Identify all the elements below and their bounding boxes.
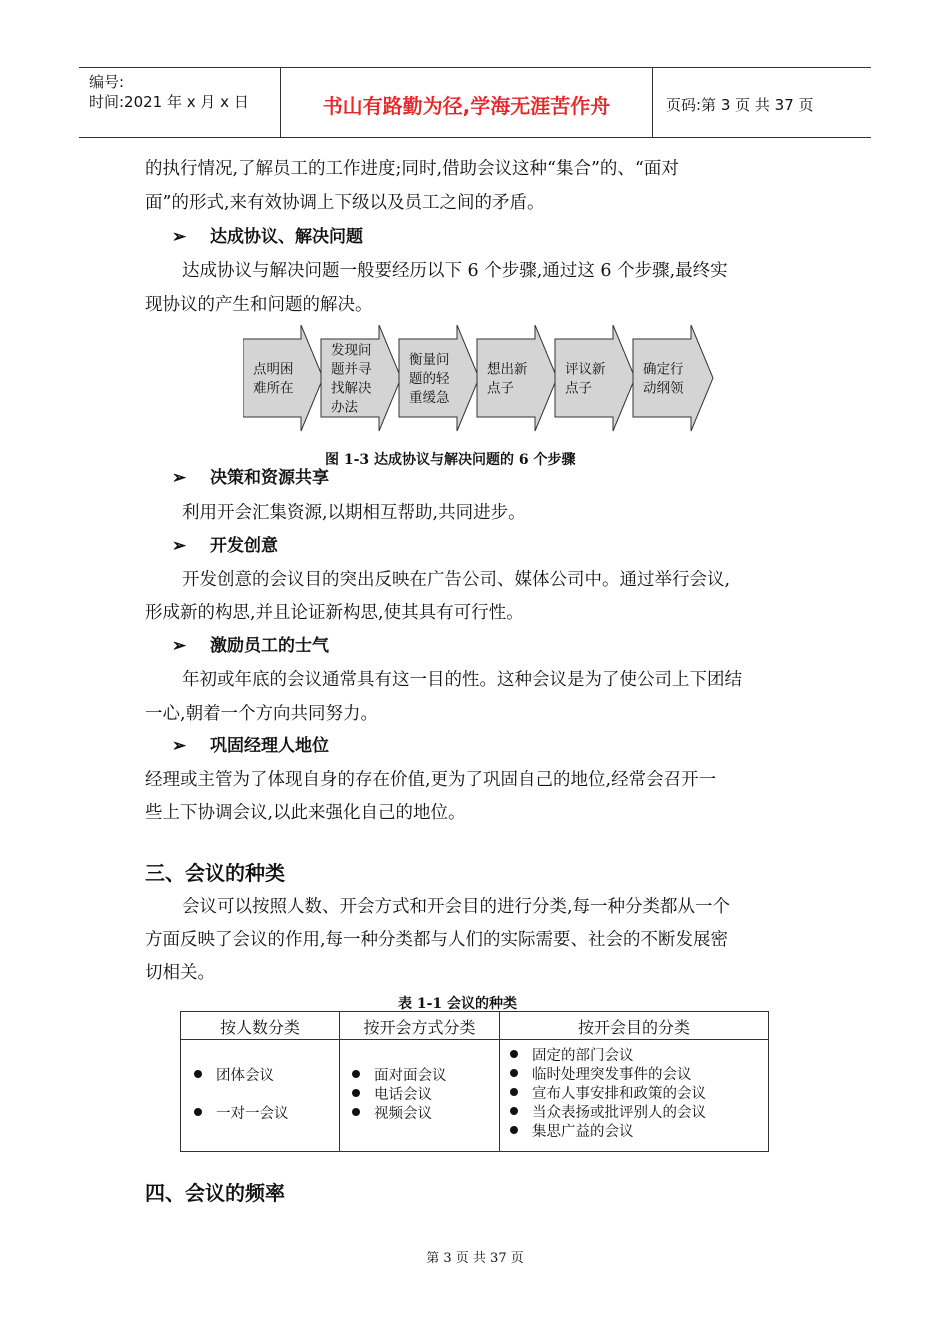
bullet-title: 决策和资源共享 xyxy=(210,468,329,488)
page-footer: 第 3 页 共 37 页 xyxy=(426,1251,524,1266)
flow-step-label: 动纲领 xyxy=(643,380,684,397)
flow-step-label: 重缓急 xyxy=(409,390,450,406)
header-date-label: 时间:2021 年 x 月 x 日 xyxy=(89,93,249,111)
flow-step-5 xyxy=(555,325,635,431)
flow-step-label: 找解决 xyxy=(331,380,372,397)
arrow-bullet-icon: ➢ xyxy=(172,636,187,656)
flow-step-2 xyxy=(321,325,401,431)
bullet-dot-icon xyxy=(510,1088,518,1096)
list-item: 集思广益的会议 xyxy=(510,1123,634,1143)
paragraph-line: 方面反映了会议的作用,每一种分类都与人们的实际需要、社会的不断发展密 xyxy=(145,930,729,950)
arrow-bullet-icon: ➢ xyxy=(172,536,187,556)
flow-step-label: 办法 xyxy=(331,399,358,416)
header-page-cell xyxy=(654,68,871,137)
page-header xyxy=(79,67,871,138)
bullet-title: 开发创意 xyxy=(210,536,278,556)
meeting-types-table xyxy=(180,1011,769,1152)
paragraph-line: 达成协议与解决问题一般要经历以下 6 个步骤,通过这 6 个步骤,最终实 xyxy=(182,261,728,281)
header-meta-cell xyxy=(79,68,281,137)
table-header-cell: 按人数分类 xyxy=(219,1018,300,1037)
flow-step-label: 确定行 xyxy=(643,361,684,378)
bullet-heading-manager xyxy=(172,735,329,757)
bullet-dot-icon xyxy=(510,1107,518,1115)
flow-step-label: 发现问 xyxy=(331,342,372,359)
list-item: 电话会议 xyxy=(352,1086,432,1106)
bullet-dot-icon xyxy=(510,1050,518,1058)
table-header-divider xyxy=(181,1039,768,1040)
paragraph-line: 切相关。 xyxy=(145,963,215,983)
paragraph-line: 开发创意的会议目的突出反映在广告公司、媒体公司中。通过举行会议, xyxy=(182,570,731,590)
paragraph-line: 利用开会汇集资源,以期相互帮助,共同进步。 xyxy=(182,503,526,523)
bullet-title: 达成协议、解决问题 xyxy=(210,227,363,247)
list-item: 当众表扬或批评别人的会议 xyxy=(510,1104,706,1124)
header-motto-cell xyxy=(281,68,653,137)
intro-line-1: 的执行情况,了解员工的工作进度;同时,借助会议这种“集合”的、“面对 xyxy=(145,159,679,179)
arrow-bullet-icon: ➢ xyxy=(172,468,187,488)
arrow-bullet-icon: ➢ xyxy=(172,227,187,247)
paragraph-line: 年初或年底的会议通常具有这一目的性。这种会议是为了使公司上下团结 xyxy=(182,670,742,690)
flow-step-label: 难所在 xyxy=(253,380,294,397)
table-header-cell: 按开会方式分类 xyxy=(363,1018,476,1037)
flow-step-label: 衡量问 xyxy=(409,352,450,368)
header-number-label: 编号: xyxy=(89,73,125,91)
bullet-heading-decision xyxy=(172,467,329,489)
intro-line-2: 面”的形式,来有效协调上下级以及员工之间的矛盾。 xyxy=(145,193,545,213)
table-header-cell: 按开会目的分类 xyxy=(577,1018,690,1037)
arrow-bullet-icon: ➢ xyxy=(172,736,187,756)
flow-arrow-shape xyxy=(243,325,323,431)
section-heading-frequency: 四、会议的频率 xyxy=(145,1181,285,1205)
bullet-dot-icon xyxy=(352,1089,360,1097)
bullet-dot-icon xyxy=(352,1070,360,1078)
header-motto: 书山有路勤为径,学海无涯苦作舟 xyxy=(322,94,611,118)
flow-step-label: 题的轻 xyxy=(409,371,450,387)
table-caption: 表 1-1 会议的种类 xyxy=(398,996,518,1012)
bullet-dot-icon xyxy=(510,1069,518,1077)
flow-step-1 xyxy=(243,325,323,431)
list-item: 临时处理突发事件的会议 xyxy=(510,1066,692,1086)
bullet-dot-icon xyxy=(194,1108,202,1116)
six-steps-flow-diagram xyxy=(243,325,723,435)
section-heading-types: 三、会议的种类 xyxy=(145,861,285,885)
flow-arrow-shape xyxy=(555,325,635,431)
flow-step-3 xyxy=(399,325,479,431)
paragraph-line: 经理或主管为了体现自身的存在价值,更为了巩固自己的地位,经常会召开一 xyxy=(145,770,717,790)
bullet-heading-morale xyxy=(172,635,329,657)
list-item: 视频会议 xyxy=(352,1105,432,1125)
flow-step-label: 点子 xyxy=(487,380,514,397)
paragraph-line: 一心,朝着一个方向共同努力。 xyxy=(145,704,379,724)
paragraph-line: 形成新的构思,并且论证新构思,使其具有可行性。 xyxy=(145,603,524,623)
bullet-heading-creativity xyxy=(172,535,278,557)
list-item: 固定的部门会议 xyxy=(510,1047,634,1067)
bullet-title: 巩固经理人地位 xyxy=(210,736,329,756)
flow-arrow-shape xyxy=(477,325,557,431)
paragraph-line: 现协议的产生和问题的解决。 xyxy=(145,295,373,315)
flow-step-6 xyxy=(633,325,713,431)
flow-step-label: 点子 xyxy=(565,380,592,397)
bullet-dot-icon xyxy=(194,1070,202,1078)
list-item: 宣布人事安排和政策的会议 xyxy=(510,1085,706,1105)
flow-step-label: 题并寻 xyxy=(331,361,372,378)
list-item: 团体会议 xyxy=(194,1067,274,1087)
paragraph-line: 些上下协调会议,以此来强化自己的地位。 xyxy=(145,803,466,823)
figure-caption: 图 1-3 达成协议与解决问题的 6 个步骤 xyxy=(325,452,576,468)
header-page-label: 页码:第 3 页 共 37 页 xyxy=(666,96,814,114)
bullet-dot-icon xyxy=(510,1126,518,1134)
list-item: 面对面会议 xyxy=(352,1067,447,1087)
flow-arrow-shape xyxy=(633,325,713,431)
paragraph-line: 会议可以按照人数、开会方式和开会目的进行分类,每一种分类都从一个 xyxy=(182,897,731,917)
flow-step-4 xyxy=(477,325,557,431)
flow-step-label: 点明困 xyxy=(253,361,294,378)
bullet-title: 激励员工的士气 xyxy=(210,636,329,656)
flow-step-label: 想出新 xyxy=(487,361,528,378)
flow-step-label: 评议新 xyxy=(565,361,606,378)
bullet-heading-agreement xyxy=(172,226,363,248)
list-item: 一对一会议 xyxy=(194,1105,289,1125)
bullet-dot-icon xyxy=(352,1108,360,1116)
